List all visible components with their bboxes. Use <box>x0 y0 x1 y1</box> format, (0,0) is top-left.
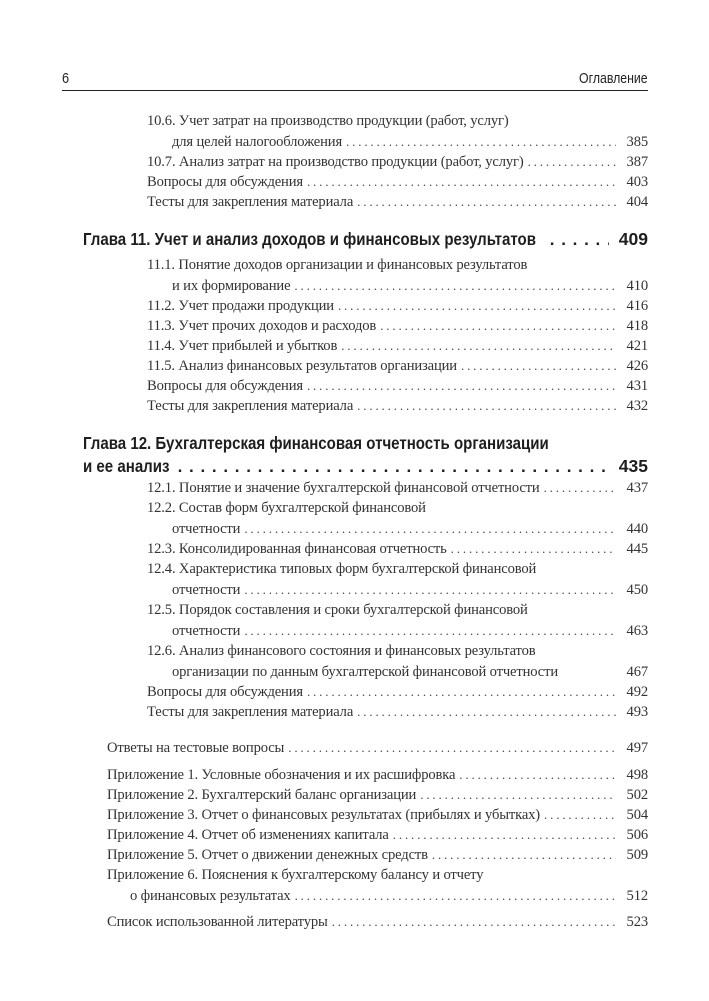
toc-entry-bibliography[interactable] <box>107 912 648 933</box>
toc-entry-title: Список использованной литературы <box>107 914 328 930</box>
leader-dots <box>244 519 616 540</box>
toc-entry-tests-10[interactable] <box>147 192 648 213</box>
leader-dots <box>178 455 609 478</box>
toc-chapter-11[interactable] <box>83 228 648 251</box>
toc-entry-answers[interactable] <box>107 738 648 759</box>
toc-entry-appendix-4[interactable] <box>107 825 648 846</box>
toc-entry-12-1[interactable] <box>147 478 648 499</box>
leader-dots <box>307 376 616 397</box>
toc-page-number: 523 <box>626 914 648 930</box>
toc-entry-11-2[interactable] <box>147 296 648 317</box>
toc-entry-appendix-1[interactable] <box>107 765 648 786</box>
leader-dots <box>459 765 616 786</box>
leader-dots <box>544 805 616 826</box>
leader-dots <box>451 539 616 560</box>
toc-entry-12-3[interactable] <box>147 539 648 560</box>
toc-page-number: 440 <box>626 520 648 537</box>
toc-page-number: 498 <box>626 767 648 783</box>
toc-entry-title: Приложение 3. Отчет о финансовых результатах (прибылях и убытках) <box>107 807 541 823</box>
leader-dots <box>346 132 616 153</box>
toc-entry-title-cont: о финансовых результатах <box>130 887 291 904</box>
toc-page-number: 512 <box>626 887 648 904</box>
toc-entry-title: Приложение 2. Бухгалтерский баланс организации <box>107 787 417 803</box>
toc-entry-title: 10.6. Учет затрат на производство продукции (работ, услуг) <box>147 113 509 129</box>
toc-page-number: 426 <box>626 358 648 374</box>
leader-dots <box>295 886 616 907</box>
toc-page-number: 450 <box>626 581 648 598</box>
page-number: 6 <box>62 70 70 87</box>
toc-page-number: 506 <box>626 827 648 843</box>
leader-dots <box>338 296 616 317</box>
toc-entry-title: 12.3. Консолидированная финансовая отчетность <box>147 541 447 557</box>
toc-entry-title: Приложение 5. Отчет о движении денежных средств <box>107 847 428 863</box>
toc-entry-10-6[interactable] <box>147 111 648 152</box>
toc-entry-title: Тесты для закрепления материала <box>147 398 354 414</box>
toc-entry-title: 11.1. Понятие доходов организации и финансовых результатов <box>147 257 528 273</box>
toc-entry-title: 11.4. Учет прибылей и убытков <box>147 338 338 354</box>
leader-dots <box>244 580 616 601</box>
leader-dots <box>550 228 609 251</box>
toc-entry-11-5[interactable] <box>147 356 648 377</box>
toc-entry-12-2[interactable] <box>147 498 648 539</box>
toc-page-number: 445 <box>626 541 648 557</box>
toc-entry-title: 12.4. Характеристика типовых форм бухгалтерской финансовой <box>147 561 537 577</box>
toc-page-number: 418 <box>626 318 648 334</box>
toc-entry-title: Вопросы для обсуждения <box>147 378 303 394</box>
toc-page-number: 385 <box>626 133 648 150</box>
toc-page-number: 463 <box>626 622 648 639</box>
toc-entry-title: 12.5. Порядок составления и сроки бухгалтерской финансовой <box>147 602 528 618</box>
toc-entry-title: Ответы на тестовые вопросы <box>107 740 285 756</box>
toc-entry-title: Тесты для закрепления материала <box>147 704 354 720</box>
toc-entry-title: 12.1. Понятие и значение бухгалтерской финансовой отчетности <box>147 480 540 496</box>
running-title: Оглавление <box>579 70 648 87</box>
toc-entry-title: 10.7. Анализ затрат на производство продукции (работ, услуг) <box>147 154 524 170</box>
toc-chapter-12[interactable] <box>83 432 648 478</box>
page-header <box>62 70 648 91</box>
toc-entry-title: Вопросы для обсуждения <box>147 174 303 190</box>
toc-page-number: 502 <box>626 787 648 803</box>
toc-page-number: 435 <box>618 456 648 476</box>
toc-page-number: 431 <box>626 378 648 394</box>
leader-dots <box>357 396 616 417</box>
leader-dots <box>544 478 616 499</box>
toc-entry-title-cont: для целей налогообложения <box>172 133 343 150</box>
toc-entry-title: Приложение 4. Отчет об изменениях капитала <box>107 827 389 843</box>
leader-dots <box>288 738 616 759</box>
toc-entry-11-1[interactable] <box>147 255 648 296</box>
toc-entry-title-cont: отчетности <box>172 581 241 598</box>
leader-dots <box>461 356 616 377</box>
toc-page-number: 409 <box>618 229 648 249</box>
toc-page-number: 387 <box>626 154 648 170</box>
toc-entry-questions-11[interactable] <box>147 376 648 397</box>
toc-entry-title: Тесты для закрепления материала <box>147 194 354 210</box>
toc-entry-title: 12.6. Анализ финансового состояния и финансовых результатов <box>147 643 536 659</box>
toc-page-number: 432 <box>626 398 648 414</box>
toc-page-number: 492 <box>626 684 648 700</box>
leader-dots <box>307 172 616 193</box>
toc-entry-appendix-5[interactable] <box>107 845 648 866</box>
toc-page-number: 416 <box>626 298 648 314</box>
toc-entry-title: 11.2. Учет продажи продукции <box>147 298 334 314</box>
toc-entry-title-cont: отчетности <box>172 520 241 537</box>
leader-dots <box>357 702 616 723</box>
leader-dots <box>432 845 616 866</box>
toc-entry-appendix-3[interactable] <box>107 805 648 826</box>
toc-page-number: 497 <box>626 740 648 756</box>
toc-page-number: 410 <box>626 277 648 294</box>
toc-page-number: 493 <box>626 704 648 720</box>
toc-entry-10-7[interactable] <box>147 152 648 173</box>
toc-entry-title: 11.3. Учет прочих доходов и расходов <box>147 318 377 334</box>
toc-entry-12-4[interactable] <box>147 559 648 600</box>
leader-dots <box>393 825 616 846</box>
toc-entry-title-cont: отчетности <box>172 622 241 639</box>
toc-entry-11-3[interactable] <box>147 316 648 337</box>
chapter-title-cont: и ее анализ <box>83 456 170 476</box>
leader-dots <box>341 336 616 357</box>
toc-entry-tests-12[interactable] <box>147 702 648 723</box>
leader-dots <box>294 276 616 297</box>
toc-entry-title: Приложение 1. Условные обозначения и их расшифровка <box>107 767 456 783</box>
leader-dots <box>244 621 616 642</box>
chapter-title: Глава 12. Бухгалтерская финансовая отчетность организации <box>83 433 549 453</box>
leader-dots <box>307 682 616 703</box>
toc-entry-questions-10[interactable] <box>147 172 648 193</box>
toc-entry-title-cont: и их формирование <box>172 277 291 294</box>
toc-entry-12-6[interactable] <box>147 641 648 682</box>
toc-entry-title: 12.2. Состав форм бухгалтерской финансовой <box>147 500 426 516</box>
toc-page-number: 509 <box>626 847 648 863</box>
toc-page-number: 404 <box>626 194 648 210</box>
chapter-title: Глава 11. Учет и анализ доходов и финансовых результатов <box>83 229 537 249</box>
leader-dots <box>528 152 616 173</box>
toc-entry-questions-12[interactable] <box>147 682 648 703</box>
toc-entry-title-cont: организации по данным бухгалтерской финансовой отчетности <box>172 663 558 680</box>
toc-page-number: 421 <box>626 338 648 354</box>
toc-entry-tests-11[interactable] <box>147 396 648 417</box>
toc-entry-title: Вопросы для обсуждения <box>147 684 303 700</box>
leader-dots <box>332 912 616 933</box>
leader-dots <box>357 192 616 213</box>
toc-page-number: 467 <box>626 663 648 680</box>
toc-entry-appendix-6[interactable] <box>107 865 648 906</box>
leader-dots <box>420 785 616 806</box>
toc-page-number: 437 <box>626 480 648 496</box>
leader-dots <box>380 316 616 337</box>
toc-entry-12-5[interactable] <box>147 600 648 641</box>
toc-page-number: 504 <box>626 807 648 823</box>
toc-page-number: 403 <box>626 174 648 190</box>
toc-entry-title: 11.5. Анализ финансовых результатов организации <box>147 358 457 374</box>
toc-entry-11-4[interactable] <box>147 336 648 357</box>
toc-entry-title: Приложение 6. Пояснения к бухгалтерскому балансу и отчету <box>107 867 484 883</box>
toc-entry-appendix-2[interactable] <box>107 785 648 806</box>
